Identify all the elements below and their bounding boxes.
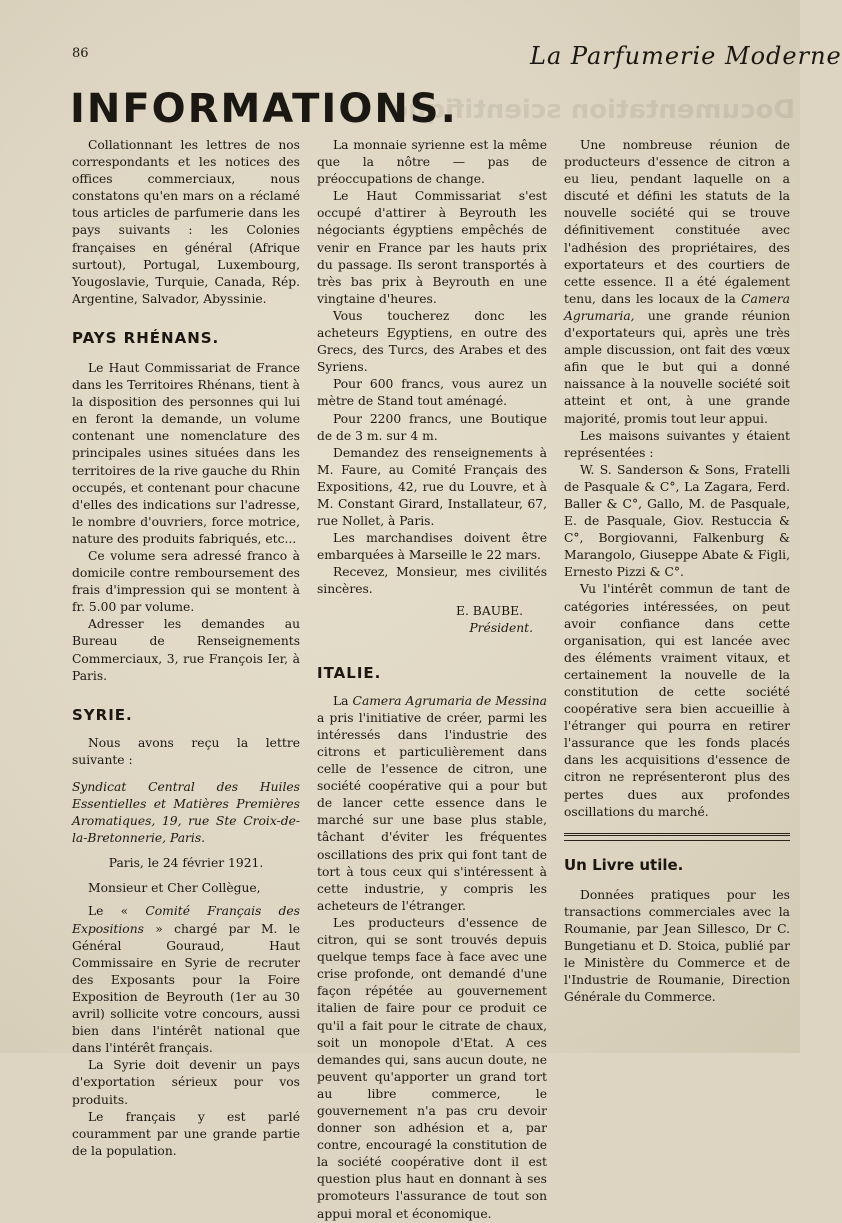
paragraph: Le Haut Commissariat s'est occupé d'attirer à Beyrouth les négociants égyptiens empêchés de venir en France par les hauts prix du passage. Ils seront transportés à très bas prix à Beyrouth en une vingtaine d'heures. (317, 189, 547, 306)
section-heading-italie: ITALIE. (317, 663, 382, 682)
paragraph: Recevez, Monsieur, mes civilités sincères. (317, 565, 547, 597)
section-heading-syrie: SYRIE. (72, 705, 133, 724)
paragraph: Demandez des renseignements à M. Faure, au Comité Français des Expositions, 42, rue du Louvre, et à M. Constant Girard, Installateur, 67, rue Nollet, à Paris. (317, 445, 547, 529)
intro-paragraph: Collationnant les lettres de nos correspondants et les notices des offices commerciaux, nous constatons qu'en mars on a réclamé tous articles de parfumerie dans les pays suivants : les Colonies françaises en général (Afrique surtout), Portugal, Luxembourg, Yougoslavie, Turquie, Canada, Rép. Argentine, Salvador, Abyssinie. (72, 138, 300, 306)
masthead: La Parfumerie Moderne (530, 42, 842, 70)
paragraph: Données pratiques pour les transactions commerciales avec la Roumanie, par Jean Sillesco, Dr C. Bungetianu et D. Stoica, publié par le Ministère du Commerce et de l'Industrie de Roumanie, Direction Générale du Commerce. (564, 887, 790, 1005)
text-span: Une nombreuse réunion de producteurs d'essence de citron a eu lieu, pendant laquelle on a discuté et défini les statuts de la nouvelle société qui se trouve définitivement constituée avec l'adhésion des propriétaires, des exportateurs et des courtiers de cette essence. Il a été également tenu, dans les locaux de la (564, 138, 790, 306)
paragraph: Adresser les demandes au Bureau de Renseignements Commerciaux, 3, rue François Ier, à Paris. (72, 617, 300, 683)
section-divider (564, 833, 790, 841)
paragraph: Vous toucherez donc les acheteurs Egyptiens, en outre des Grecs, des Turcs, des Arabes et des Syriens. (317, 308, 547, 375)
signature-title: Président. (469, 620, 533, 635)
paragraph: Les maisons suivantes y étaient représentées : (564, 428, 790, 460)
paragraph: Pour 600 francs, vous aurez un mètre de Stand tout aménagé. (317, 377, 547, 409)
paragraph (317, 693, 547, 915)
italic-span: Comité Français des Expositions (72, 904, 300, 936)
text-span: Le « (88, 904, 129, 919)
paragraph: La Syrie doit devenir un pays d'exportation sérieux pour vos produits. (72, 1058, 300, 1107)
paragraph: W. S. Sanderson & Sons, Fratelli de Pasquale & C°, La Zagara, Ferd. Baller & C°, Gallo, M. de Pasquale, E. de Pasquale, Giov. Restuccia & C°, Borgiovanni, Falkenburg & Marangolo, Giuseppe Abate & Figli, Ernesto Pizzi & C°. (564, 462, 790, 580)
bleed-through-text: Documentation scientifique (390, 95, 795, 125)
text-span: » chargé par M. le Général Gouraud, Haut Commissaire en Syrie de recruter des Exposants pour la Foire Exposition de Beyrouth (1er au 30 avril) sollicite votre concours, aussi bien dans l'intérêt national que dans l'intérêt français. (72, 921, 300, 1056)
section-heading-pays-rhenans: PAYS RHÉNANS. (72, 328, 220, 347)
letter-address: Syndicat Central des Huiles Essentielles et Matières Premières Aromatiques, 19, rue Ste Croix-de-la-Bretonnerie, Paris. (72, 779, 300, 846)
letter-salutation: Monsieur et Cher Collègue, (88, 881, 261, 896)
column-1 (72, 137, 300, 1160)
column-2 (317, 137, 547, 1223)
paragraph: Ce volume sera adressé franco à domicile contre remboursement des frais d'impression qui se montent à fr. 5.00 par volume. (72, 548, 300, 615)
paragraph: Nous avons reçu la lettre suivante : (72, 735, 300, 767)
italic-span: Camera Agrumaria, (564, 291, 790, 323)
page-number: 86 (72, 46, 89, 61)
column-3 (564, 137, 790, 1006)
italic-span: Camera Agrumaria de Messina (352, 693, 547, 708)
paragraph: Le Haut Commissariat de France dans les Territoires Rhénans, tient à la disposition des personnes qui lui en feront la demande, un volume contenant une nomenclature des principales usines situées dans les territoires de la rive gauche du Rhin occupés, et contenant pour chacune d'elles des indications sur l'adresse, le nombre d'ouvriers, force motrice, nature des produits fabriqués, etc... (72, 360, 300, 546)
paragraph: Pour 2200 francs, une Boutique de de 3 m. sur 4 m. (317, 411, 547, 443)
signature: E. BAUBE. (456, 603, 523, 618)
paragraph: Les marchandises doivent être embarquées à Marseille le 22 mars. (317, 531, 547, 563)
paragraph (72, 903, 300, 1057)
paragraph: La monnaie syrienne est la même que la nôtre — pas de préoccupations de change. (317, 138, 547, 187)
section-heading-livre: Un Livre utile. (564, 855, 684, 874)
paragraph-continued: Les producteurs d'essence de citron, qui se sont trouvés depuis quelque temps face à face avec une crise profonde, ont demandé d'une façon répétée au gouvernement italien de faire pour ce produit ce qu'il a fait pour le citrate de chaux, soit un monopole d'Etat. A ces demandes qui, sans aucun doute, ne peuvent qu'apporter un grand tort au libre commerce, le gouvernement n'a pas cru devoir donner son adhésion et a, par contre, encouragé la constitution de la société coopérative dont il est question plus haut en donnant à ses promoteurs l'assurance de tout son appui moral et économique. (317, 915, 547, 1221)
paragraph: Le français y est parlé couramment par une grande partie de la population. (72, 1109, 300, 1158)
text-span: La (333, 693, 349, 708)
text-span: une grande réunion d'exportateurs qui, après une très ample discussion, ont fait des vœux afin que le but qui a donné naissance à la nouvelle société soit atteint et ont, à une grande majorité, promis tout leur appui. (564, 308, 790, 426)
page-title: INFORMATIONS. (70, 86, 458, 132)
paragraph (564, 137, 790, 428)
paragraph: Vu l'intérêt commun de tant de catégories intéressées, on peut avoir confiance dans cette organisation, qui est lancée avec des éléments vraiment vitaux, et certainement la nouvelle de la constitution de cette société coopérative sera bien accueillie à l'étranger qui pourra en retirer l'assurance que les fonds placés dans les acquisitions d'essence de citron ne représenteront plus des pertes dues aux profondes oscillations du marché. (564, 582, 790, 819)
text-span: a pris l'initiative de créer, parmi les intéressés dans l'industrie des citrons et particulièrement dans celle de l'essence de citron, une société coopérative qui a pour but de lancer cette essence dans le marché sur une base plus stable, tâchant d'éviter les fréquentes oscillations des prix qui font tant de tort à tous ceux qui s'intéressent à cette industrie, y compris les acheteurs de l'étranger. (317, 710, 547, 913)
letter-date: Paris, le 24 février 1921. (108, 856, 264, 871)
